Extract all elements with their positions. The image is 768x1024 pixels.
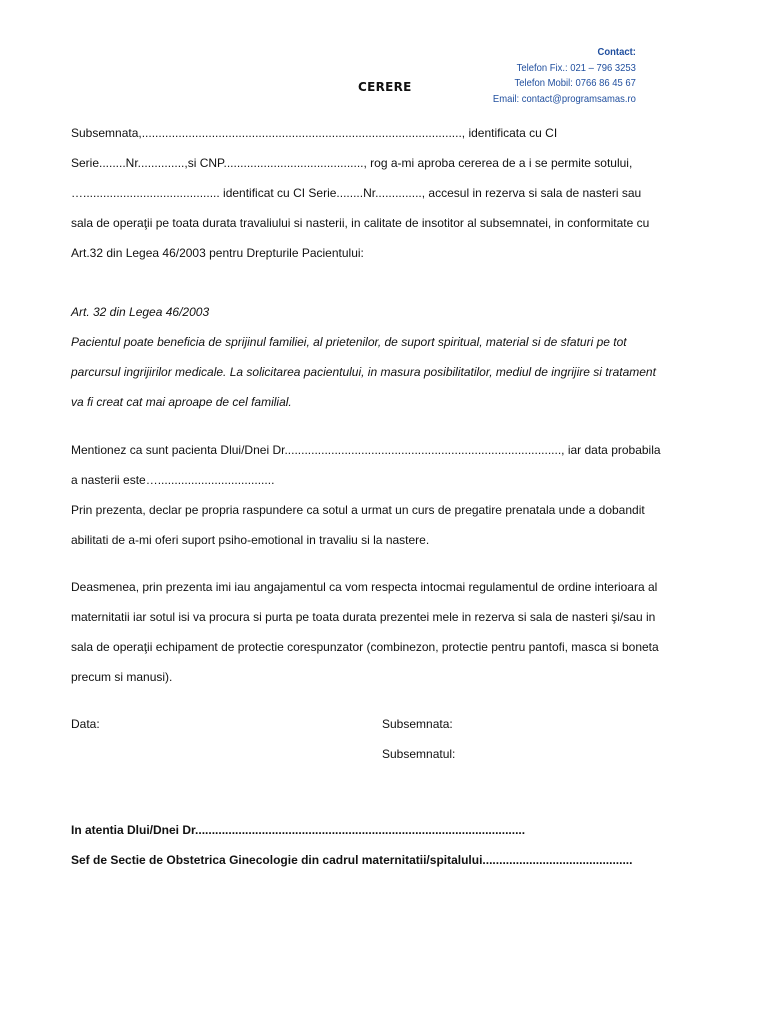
- document-title: CERERE: [358, 80, 412, 94]
- contact-phone-mobile: Telefon Mobil: 0766 86 45 67: [514, 77, 636, 89]
- article-quote: [71, 297, 691, 417]
- paragraph-line: maternitatii iar sotul isi va procura si purta pe toata durata prezentei mele in rezerva si sala de nasteri şi/sau in: [71, 610, 656, 624]
- paragraph-line: Prin prezenta, declar pe propria raspundere ca sotul a urmat un curs de pregatire prenatala unde a dobandit: [71, 503, 645, 517]
- contact-block: [493, 45, 636, 107]
- contact-phone-fixed: Telefon Fix.: 021 – 796 3253: [516, 61, 636, 74]
- department-head-line: Sef de Sectie de Obstetrica Ginecologie din cadrul maternitatii/spitalului.............................................: [71, 853, 633, 867]
- paragraph-line: Deasmenea, prin prezenta imi iau angajamentul ca vom respecta intocmai regulamentul de ordine interioara al: [71, 580, 658, 594]
- paragraph-line: a nasterii este…...................................: [71, 473, 275, 487]
- paragraph-line: Art.32 din Legea 46/2003 pentru Drepturile Pacientului:: [71, 246, 364, 260]
- declaration-paragraph: [71, 435, 691, 555]
- article-line: Pacientul poate beneficia de sprijinul familiei, al prietenilor, de suport spiritual, material si de sfaturi pe tot: [71, 335, 627, 349]
- attention-line: In atentia Dlui/Dnei Dr...................................................................................................: [71, 823, 526, 837]
- paragraph-line: sala de operaţii echipament de protectie corespunzator (combinezon, protectie pentru pantofi, masca si boneta: [71, 640, 659, 654]
- article-heading: Art. 32 din Legea 46/2003: [71, 305, 210, 319]
- signer-male-label: Subsemnatul:: [382, 747, 456, 761]
- contact-email: Email: contact@programsamas.ro: [492, 92, 636, 105]
- paragraph-line: precum si manusi).: [71, 670, 173, 684]
- paragraph-line: abilitati de a-mi oferi suport psiho-emotional in travaliu si la nastere.: [71, 533, 430, 547]
- paragraph-line: Subsemnata,................................................................................................, identificata cu CI: [71, 126, 558, 140]
- article-line: parcursul ingrijirilor medicale. La solicitarea pacientului, in masura posibilitatilor, mediul de ingrijire si tratament: [71, 365, 656, 379]
- article-line: va fi creat cat mai aproape de cel familial.: [71, 395, 292, 409]
- paragraph-line: Serie........Nr..............,si CNP.........................................., rog a-mi aproba cererea de a i se permite sotului,: [71, 156, 633, 170]
- paragraph-line: Mentionez ca sunt pacienta Dlui/Dnei Dr..................................................................................., iar data probabila: [71, 443, 661, 457]
- paragraph-line: sala de operaţii pe toata durata travaliului si nasterii, in calitate de insotitor al subsemnatei, in conformitate cu: [71, 216, 650, 230]
- request-paragraph: [71, 118, 691, 268]
- contact-heading: Contact:: [597, 46, 636, 58]
- signer-female-label: Subsemnata:: [382, 717, 453, 731]
- commitment-paragraph: [71, 572, 691, 692]
- date-label: Data:: [71, 717, 100, 731]
- paragraph-line: …......................................... identificat cu CI Serie........Nr.............., accesul in rezerva si sala de nasteri sau: [71, 186, 642, 200]
